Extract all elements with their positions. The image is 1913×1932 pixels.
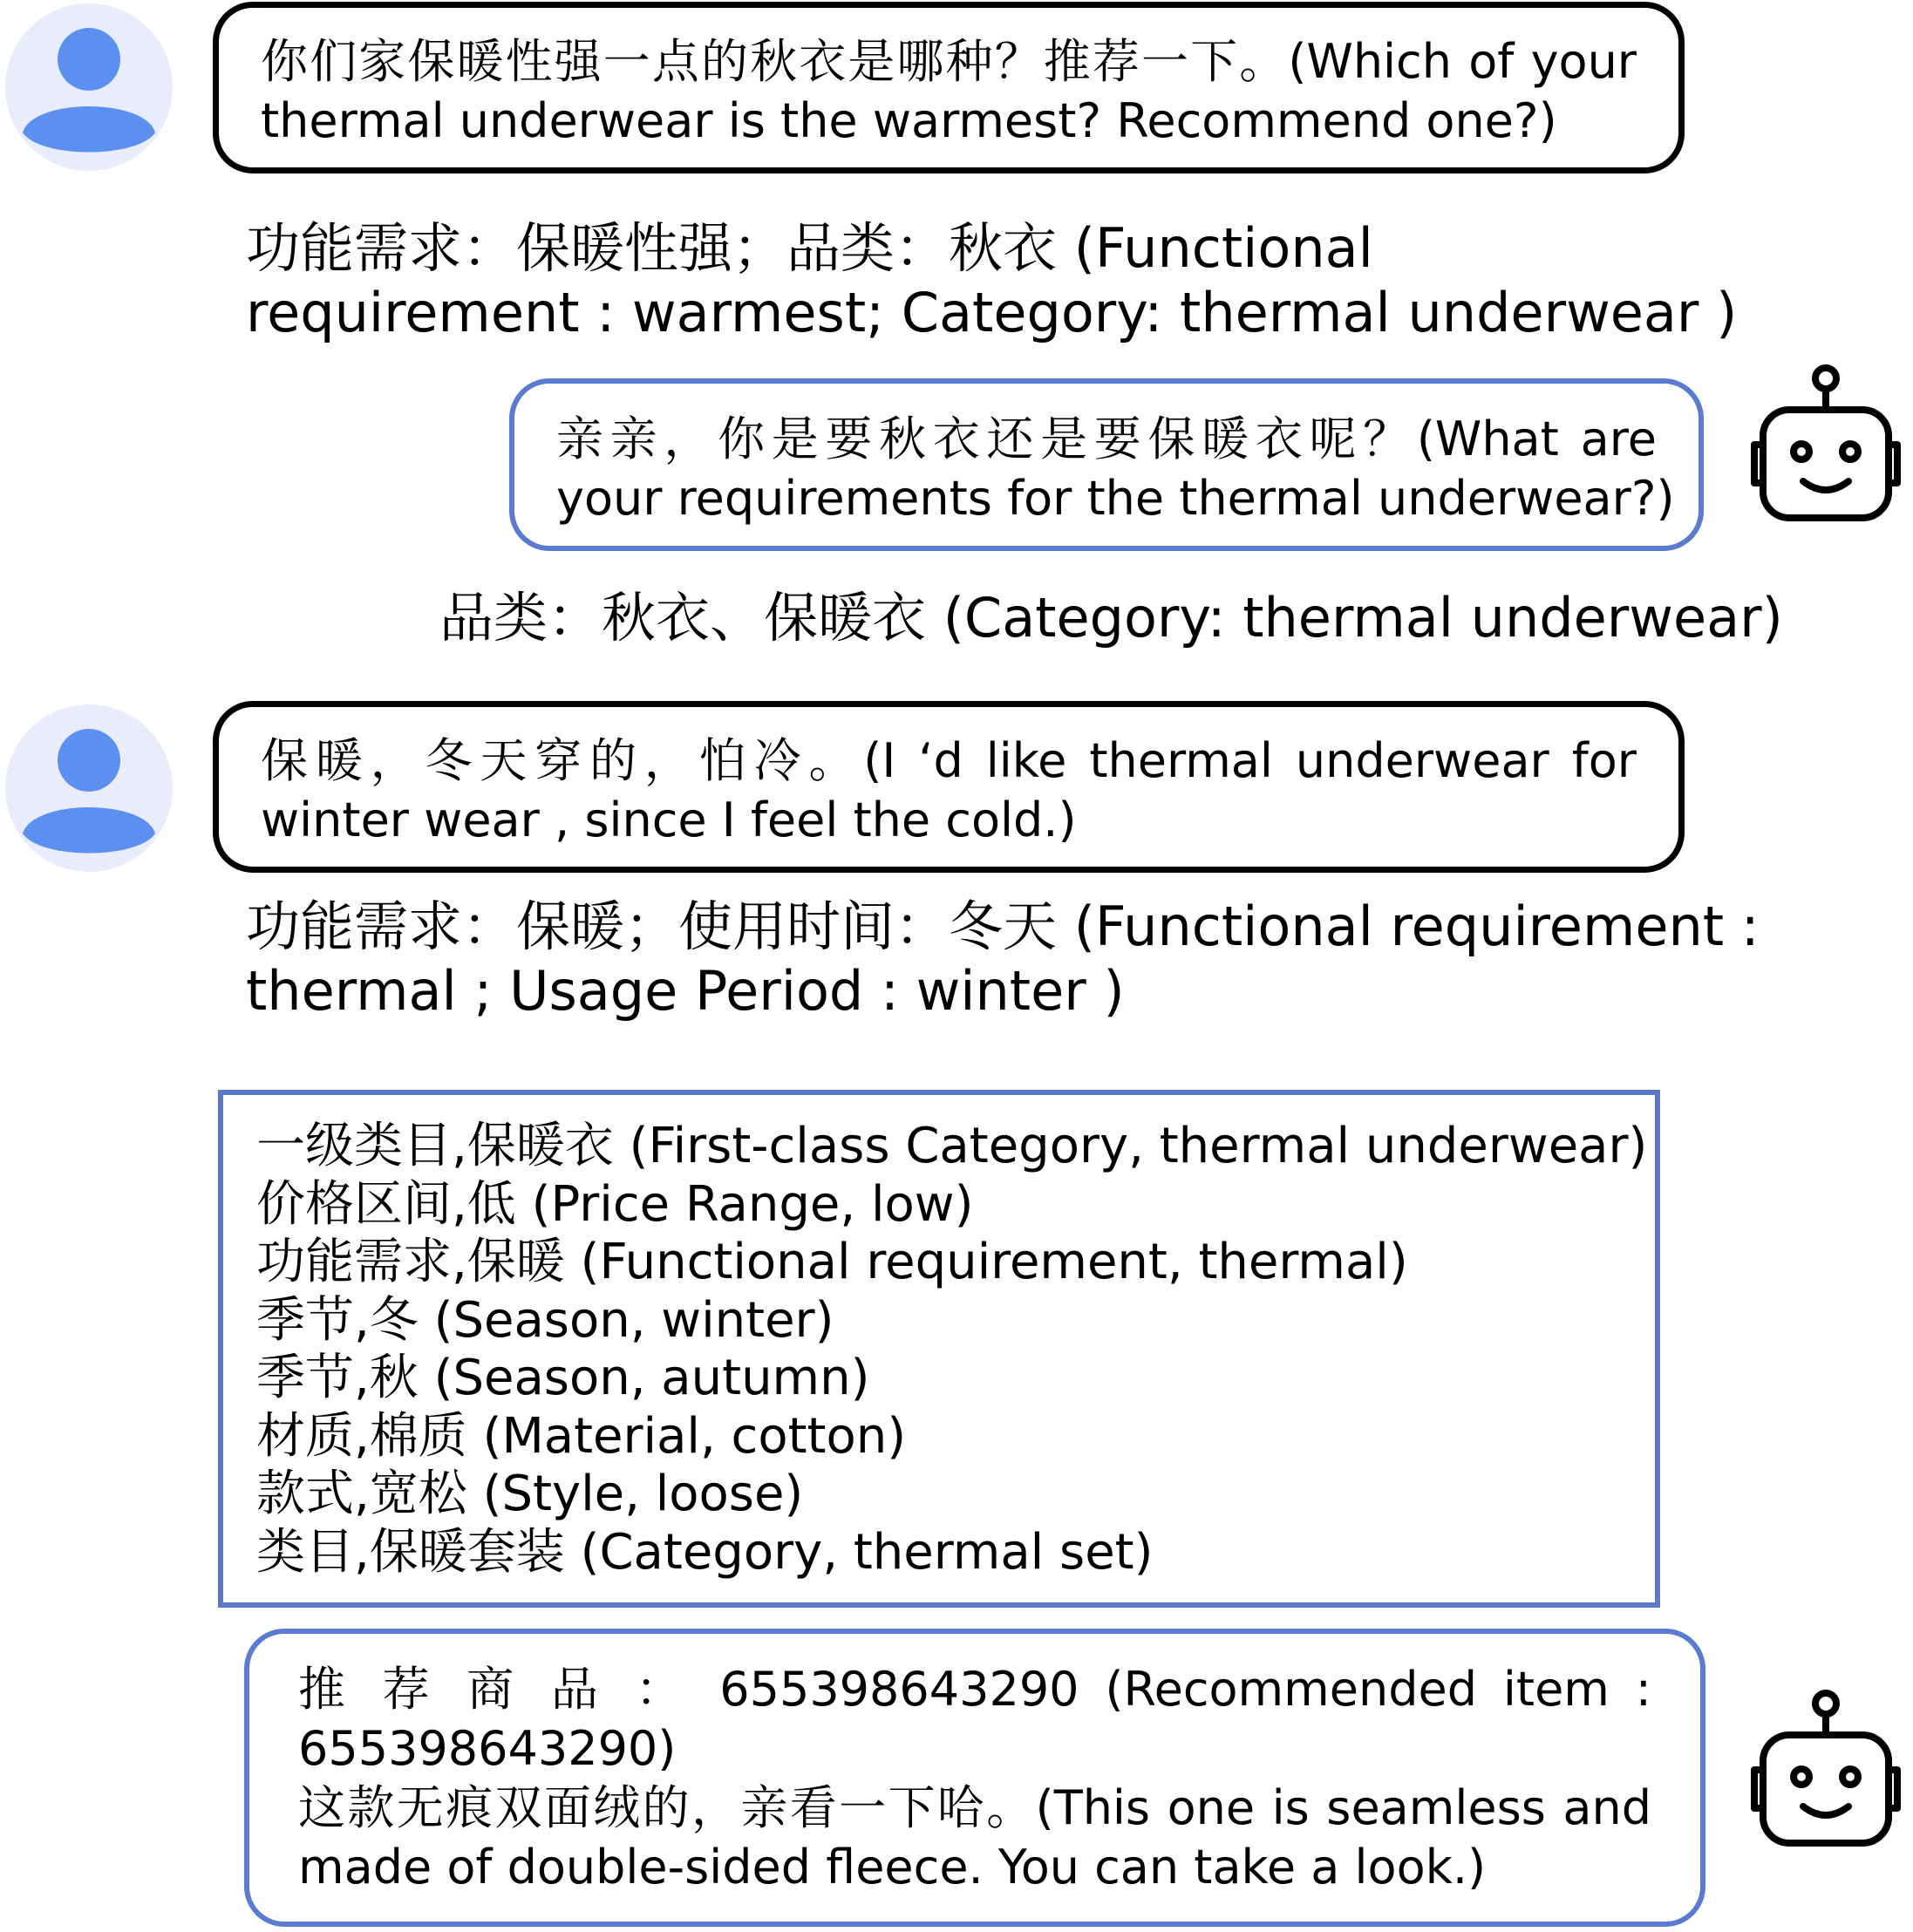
attribute-item: 一级类目,保暖衣 (First-class Category, thermal underwear) <box>256 1118 1648 1174</box>
bot-message-1-line-1: 亲亲，你是要秋衣还是要保暖衣呢？(What are <box>556 412 1657 466</box>
intent-annotation-3-line-2: thermal ; Usage Period : winter ) <box>246 959 1125 1023</box>
user-message-2-line-1: 保暖，冬天穿的，怕冷。(I ‘d like thermal underwear for <box>261 733 1637 788</box>
bot-message-2-line-2: 655398643290) <box>298 1721 677 1776</box>
attribute-item: 材质,棉质 (Material, cotton) <box>256 1407 907 1465</box>
attribute-item: 款式,宽松 (Style, loose) <box>256 1466 804 1522</box>
user-message-2-line-2: winter wear , since I feel the cold.) <box>261 793 1077 847</box>
robot-icon <box>1740 359 1911 530</box>
attribute-item: 价格区间,低 (Price Range, low) <box>256 1175 974 1233</box>
intent-annotation-1-line-1: 功能需求：保暖性强；品类：秋衣 (Functional <box>246 216 1373 280</box>
user-avatar-icon <box>3 2 174 173</box>
intent-annotation-3-line-1: 功能需求：保暖；使用时间：冬天 (Functional requirement : <box>246 895 1760 958</box>
user-message-bubble-1 <box>213 2 1685 173</box>
intent-annotation-2 <box>439 586 1783 650</box>
user-message-1-line-2: thermal underwear is the warmest? Recommend one?) <box>261 93 1557 148</box>
user-message-bubble-2 <box>213 701 1685 873</box>
intent-annotation-2-line-1: 品类：秋衣、保暖衣 (Category: thermal underwear) <box>439 586 1783 650</box>
user-message-1-line-1: 你们家保暖性强一点的秋衣是哪种？推荐一下。(Which of your <box>261 34 1637 89</box>
attribute-item: 类目,保暖套装 (Category, thermal set) <box>256 1523 1154 1581</box>
attribute-item: 功能需求,保暖 (Functional requirement, thermal) <box>256 1234 1408 1290</box>
bot-message-bubble-1 <box>509 378 1704 551</box>
user-avatar-icon <box>3 703 174 874</box>
bot-message-2-line-1: 推 荐 商 品 ： 655398643290 (Recommended item : <box>298 1662 1651 1717</box>
intent-annotation-3 <box>246 895 1760 1024</box>
bot-message-2-line-4: made of double-sided fleece. You can take a look.) <box>298 1840 1487 1895</box>
intent-annotation-1-line-2: requirement : warmest; Category: thermal underwear ) <box>246 281 1738 344</box>
bot-message-bubble-2 <box>244 1629 1705 1927</box>
attribute-item: 季节,冬 (Season, winter) <box>256 1291 834 1349</box>
intent-annotation-1 <box>246 216 1737 345</box>
attribute-list-box <box>218 1090 1660 1608</box>
bot-message-2-line-3: 这款无痕双面绒的，亲看一下哈。(This one is seamless and <box>298 1780 1651 1835</box>
robot-icon <box>1740 1684 1911 1855</box>
bot-message-1-line-2: your requirements for the thermal underwear?) <box>556 471 1675 526</box>
attribute-item: 季节,秋 (Season, autumn) <box>256 1350 870 1406</box>
